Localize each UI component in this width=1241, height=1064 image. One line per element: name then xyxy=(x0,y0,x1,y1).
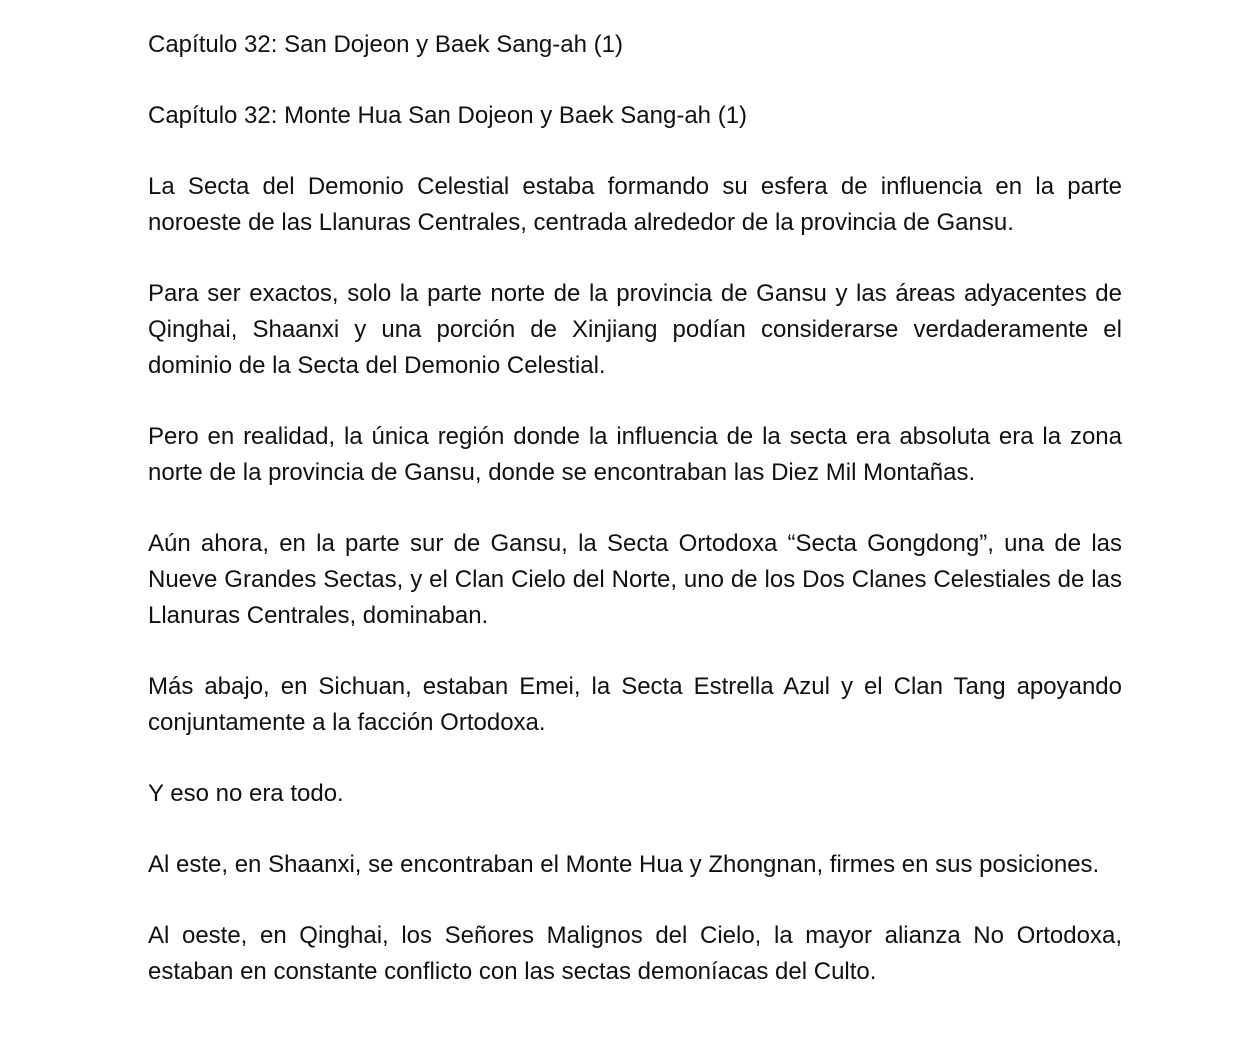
paragraph-8: Al oeste, en Qinghai, los Señores Malignos del Cielo, la mayor alianza No Ortodoxa, estaban en constante conflicto con las sectas demoníacas del Culto. xyxy=(148,922,1122,985)
paragraph-6: Y eso no era todo. xyxy=(148,780,344,807)
paragraph-5: Más abajo, en Sichuan, estaban Emei, la Secta Estrella Azul y el Clan Tang apoyando conjuntamente a la facción Ortodoxa. xyxy=(148,673,1122,736)
paragraph-1: La Secta del Demonio Celestial estaba formando su esfera de influencia en la parte noroeste de las Llanuras Centrales, centrada alrededor de la provincia de Gansu. xyxy=(148,173,1122,236)
chapter-subheading: Capítulo 32: Monte Hua San Dojeon y Baek Sang-ah (1) xyxy=(148,102,748,129)
document-page xyxy=(148,27,1122,1025)
chapter-heading: Capítulo 32: San Dojeon y Baek Sang-ah (1) xyxy=(148,31,623,58)
paragraph-7: Al este, en Shaanxi, se encontraban el Monte Hua y Zhongnan, firmes en sus posiciones. xyxy=(148,851,1100,878)
paragraph-3: Pero en realidad, la única región donde la influencia de la secta era absoluta era la zona norte de la provincia de Gansu, donde se encontraban las Diez Mil Montañas. xyxy=(148,423,1122,486)
paragraph-2: Para ser exactos, solo la parte norte de la provincia de Gansu y las áreas adyacentes de Qinghai, Shaanxi y una porción de Xinjiang podían considerarse verdaderamente el dominio de la Secta del Demonio Celestial. xyxy=(148,280,1122,379)
paragraph-4: Aún ahora, en la parte sur de Gansu, la Secta Ortodoxa “Secta Gongdong”, una de las Nueve Grandes Sectas, y el Clan Cielo del Norte, uno de los Dos Clanes Celestiales de las Llanuras Centrales, dominaban. xyxy=(148,530,1122,629)
